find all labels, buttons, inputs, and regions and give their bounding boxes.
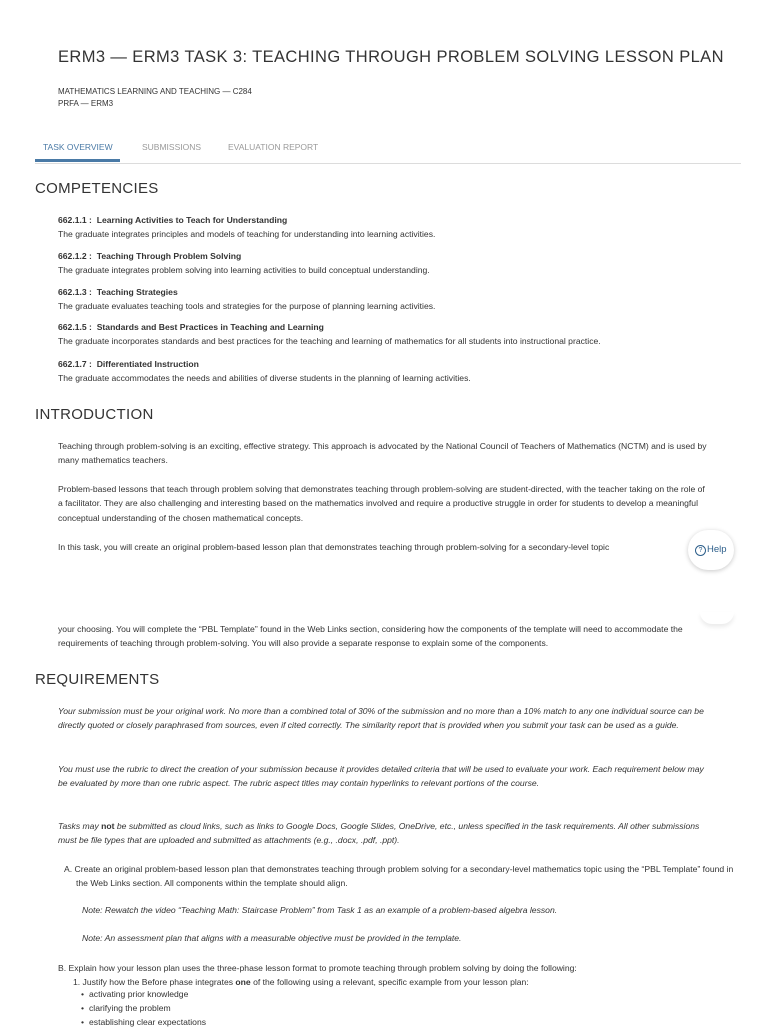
requirement-a: A. Create an original problem-based lesson plan that demonstrates teaching through problem solving for a secondary-level mathematics topic using the “PBL Template” found in the Web Links section. All components within the template should align. <box>64 864 734 889</box>
requirement-b1 <box>73 975 529 989</box>
competency-item <box>58 213 748 241</box>
competency-item <box>58 357 748 385</box>
competency-title: Learning Activities to Teach for Understanding <box>96 215 288 225</box>
text-segment: be submitted as cloud links, such as links to Google Docs, Google Slides, OneDrive, etc., unless specified in the task requirements. All other submissions must be file types that are uploaded and submitted as attachments (e.g., .docx, .pdf, .ppt). <box>58 821 700 846</box>
introduction-heading: INTRODUCTION <box>35 406 154 423</box>
list-item: • activating prior knowledge <box>89 989 188 999</box>
text-segment: 1. Justify how the Before phase integrates <box>73 977 236 987</box>
competency-code: 662.1.2 : <box>58 251 92 261</box>
active-tab-indicator <box>35 159 120 162</box>
text-segment: Tasks may <box>58 821 102 831</box>
tab-evaluation-report[interactable]: EVALUATION REPORT <box>228 142 319 152</box>
requirements-heading: REQUIREMENTS <box>35 671 160 688</box>
competency-item <box>58 285 748 313</box>
question-circle-icon: ? <box>695 545 706 556</box>
requirement-b: B. Explain how your lesson plan uses the three-phase lesson format to promote teaching through problem solving by doing the following: <box>58 963 577 973</box>
competencies-heading: COMPETENCIES <box>35 180 159 197</box>
competency-code: 662.1.3 : <box>58 287 92 297</box>
competency-title: Standards and Best Practices in Teaching and Learning <box>96 322 324 332</box>
help-button[interactable] <box>688 530 734 570</box>
competency-description: The graduate accommodates the needs and abilities of diverse students in the planning of learning activities. <box>58 373 471 383</box>
text-segment: of the following using a relevant, specific example from your lesson plan: <box>250 977 529 987</box>
competency-description: The graduate integrates problem solving into learning activities to build conceptual understanding. <box>58 265 430 275</box>
course-name: MATHEMATICS LEARNING AND TEACHING — C284 <box>58 87 252 96</box>
competency-title: Teaching Strategies <box>96 287 178 297</box>
requirement-note: Note: Rewatch the video “Teaching Math: Staircase Problem” from Task 1 as an example of a problem-based algebra lesson. <box>82 905 558 915</box>
intro-paragraph: Problem-based lessons that teach through problem solving that demonstrates teaching through problem-solving are student-directed, with the teacher taking on the role of a facilitator. They are also challenging and interesting based on the mathematics involved and require a productive struggle in order for students to develop a meaningful conceptual understanding of the chosen mathematical concepts. <box>58 484 705 523</box>
competency-code: 662.1.1 : <box>58 215 92 225</box>
competency-item <box>58 320 748 348</box>
help-label: Help <box>707 544 727 555</box>
course-code: PRFA — ERM3 <box>58 99 114 108</box>
tab-submissions[interactable]: SUBMISSIONS <box>142 142 202 152</box>
competency-description: The graduate evaluates teaching tools and strategies for the purpose of planning learning activities. <box>58 301 436 311</box>
intro-paragraph: In this task, you will create an original problem-based lesson plan that demonstrates teaching through problem-solving for a secondary-level topic <box>58 542 610 552</box>
intro-paragraph: your choosing. You will complete the “PBL Template” found in the Web Links section, considering how the components of the template will need to accommodate the requirements of teaching through problem-solving. You will also provide a separate response to explain some of the components. <box>58 624 683 649</box>
competency-code: 662.1.7 : <box>58 359 92 369</box>
list-item: • establishing clear expectations <box>89 1017 206 1027</box>
emphasis-text: not <box>101 821 115 831</box>
emphasis-text: one <box>235 977 251 987</box>
course-info <box>58 86 252 110</box>
page-title: ERM3 — ERM3 TASK 3: TEACHING THROUGH PROBLEM SOLVING LESSON PLAN <box>58 48 724 66</box>
intro-paragraph: Teaching through problem-solving is an exciting, effective strategy. This approach is advocated by the National Council of Teachers of Mathematics (NCTM) and is used by many mathematics teachers. <box>58 441 707 466</box>
competency-description: The graduate incorporates standards and best practices for the teaching and learning of mathematics for all students into instructional practice. <box>58 336 601 346</box>
requirements-paragraph <box>58 819 708 848</box>
competency-code: 662.1.5 : <box>58 322 92 332</box>
tab-task-overview[interactable]: TASK OVERVIEW <box>43 142 113 152</box>
competency-title: Teaching Through Problem Solving <box>96 251 242 261</box>
tab-bar <box>35 136 741 164</box>
requirements-paragraph: Your submission must be your original work. No more than a combined total of 30% of the submission and no more than a 10% match to any one individual source can be directly quoted or closely paraphrased from sources, even if cited correctly. The similarity report that is provided when you submit your task can be used as a guide. <box>58 706 704 731</box>
requirement-note: Note: An assessment plan that aligns with a measurable objective must be provided in the template. <box>82 933 462 943</box>
competency-item <box>58 249 748 277</box>
competency-description: The graduate integrates principles and models of teaching for understanding into learning activities. <box>58 229 436 239</box>
list-item: • clarifying the problem <box>89 1003 171 1013</box>
requirements-paragraph: You must use the rubric to direct the creation of your submission because it provides detailed criteria that will be used to evaluate your work. Each requirement below may be evaluated by more than one rubric aspect. The rubric aspect titles may contain hyperlinks to relevant portions of the course. <box>58 764 704 789</box>
competency-title: Differentiated Instruction <box>96 359 199 369</box>
